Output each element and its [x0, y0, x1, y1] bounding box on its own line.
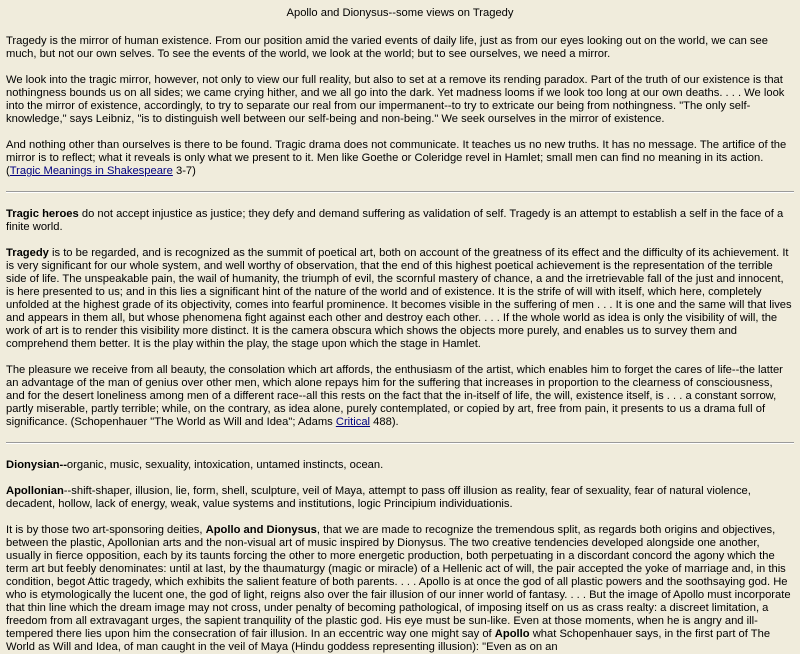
divider — [6, 442, 794, 444]
paragraph-apollo-dionysus — [6, 524, 794, 654]
paragraph-pleasure — [6, 364, 794, 429]
paragraph-dionysian — [6, 459, 794, 472]
paragraph-text: The pleasure we receive from all beauty, the consolation which art affords, the enthusiasm of the artist, which enables him to forget the cares of life--the latter an advantage of the man of genius over other men, which alone repays him for the suffering that increases in proportion to the clearness of consciousness, and for the desert loneliness among men of a different race--all this rests on the fact that the in-itself of life, the will, existence itself, is . . . a constant sorrow, partly miserable, partly terrible; while, on the contrary, as idea alone, purely contemplated, or copied by art, free from pain, it presents to us a drama full of significance. (Schopenhauer "The World as Will and Idea"; Adams — [6, 364, 783, 428]
link-critical[interactable]: Critical — [335, 416, 371, 428]
paragraph-tragedy — [6, 247, 794, 351]
paragraph-tragic-mirror: We look into the tragic mirror, however, not only to view our full reality, but also to set at a remove its rending paradox. Part of the truth of our existence is that nothingness bounds us on all sides; we came crying hither, and we all go into the dark. Yet madness looms if we look too long at our own deaths. . . . We look into the mirror of existence, accordingly, to try to separate our real from our impermanent--to try to extricate our being from nothingness. "The only self-knowledge," says Leibniz, "is to distinguish well between our self-being and non-being." We seek ourselves in the mirror of existence. — [6, 74, 785, 125]
term-apollo-and-dionysus: Apollo and Dionysus — [205, 524, 317, 536]
paragraph-tragic-heroes — [6, 208, 794, 234]
paragraph-text: And nothing other than ourselves is there to be found. Tragic drama does not communicate. It teaches us no new truths. It has no message. The artifice of the mirror is to reflect; what it reveals is only what we present to it. Men like Goethe or Coleridge revel in Hamlet; small men can find no meaning in its action. ( — [6, 139, 787, 177]
term-apollonian: Apollonian — [6, 485, 64, 497]
term-apollo: Apollo — [494, 628, 530, 640]
paragraph-text: It is by those two art-sponsoring deities, — [6, 524, 206, 536]
page-title: Apollo and Dionysus--some views on Tragedy — [286, 7, 514, 19]
term-dionysian: Dionysian-- — [6, 459, 67, 471]
paragraph-text: , that we are made to recognize the tremendous split, as regards both origins and objectives, between the plastic, Apollonian arts and the non-visual art of music inspired by Dionysus. The two creative tendencies developed alongside one another, usually in fierce opposition, each by its taunts forcing the other to more energetic production, both perpetuating in a discordant concord the agony which the term art but feebly denominates: until at last, by the thaumaturgy (magic or miracle) of a Hellenic act of will, the pair accepted the yoke of marriage and, in this condition, begot Attic tragedy, which exhibits the salient feature of both parents. . . . Apollo is at once the god of all plastic powers and the soothsaying god. He who is etymologically the lucent one, the god of light, reigns also over the fair illusion of our inner world of fantasy. . . . But the image of Apollo must incorporate that thin line which the dream image may not cross, under penalty of becoming pathological, of imposing itself on us as crass realty: a discreet limitation, a freedom from all extravagant urges, the sapient tranquility of the plastic god. His eye must be sun-like. Even at those moments, when he is angry and ill-tempered there lies upon him the consecration of fair illusion. In an eccentric way one might say of — [6, 524, 791, 640]
paragraph-text: do not accept injustice as justice; they defy and demand suffering as validation of self. Tragedy is an attempt to establish a self in the face of a finite world. — [6, 208, 784, 233]
divider — [6, 191, 794, 193]
paragraph-text: --shift-shaper, illusion, lie, form, shell, sculpture, veil of Maya, attempt to pass off illusion as reality, fear of sexuality, fear of natural violence, decadent, hollow, lack of energy, weak, value systems and institutions, logic Principium individuationis. — [6, 485, 751, 510]
paragraph-mirror: Tragedy is the mirror of human existence. From our position amid the varied events of daily life, just as from our eyes looking out on the world, we can see much, but not our own selves. To see the events of the world, we look at the world; but to see ourselves, we need a mirror. — [6, 35, 768, 60]
paragraph-nothing-other — [6, 139, 794, 178]
paragraph-apollonian — [6, 485, 794, 511]
paragraph-text: organic, music, sexuality, intoxication, untamed instincts, ocean. — [66, 459, 384, 471]
paragraph-text: is to be regarded, and is recognized as the summit of poetical art, both on account of the greatness of its effect and the difficulty of its achievement. It is very significant for our whole system, and well worthy of observation, that the end of this highest poetical achievement is the representation of the terrible side of life. The unspeakable pain, the wail of humanity, the triumph of evil, the scornful mastery of chance, a and the irretrievable fall of the just and innocent, is here presented to us; and in this lies a significant hint of the nature of the world and of existence. It is the strife of will with itself, which here, completely unfolded at the highest grade of its objectivity, comes into fearful prominence. It becomes visible in the suffering of men . . . It is one and the same will that lives and appears in them all, but whose phenomena fight against each other and destroy each other. . . . If the whole world as idea is only the visibility of will, the work of art is to render this visibility more distinct. It is the camera obscura which shows the objects more purely, and enables us to survey them and comprehend them better. It is the play within the play, the stage upon which the stage in Hamlet. — [6, 247, 792, 350]
citation-tail: 3-7) — [172, 165, 196, 177]
term-tragedy: Tragedy — [6, 247, 49, 259]
paragraph-text: what Schopenhauer says, in the first part of The World as Will and Idea, of man caught in the veil of Maya (Hindu goddess representing illusion): "Even as on an — [6, 628, 771, 653]
citation-tail: 488). — [370, 416, 399, 428]
term-tragic-heroes: Tragic heroes — [6, 208, 79, 220]
link-tragic-meanings[interactable]: Tragic Meanings in Shakespeare — [9, 165, 173, 177]
